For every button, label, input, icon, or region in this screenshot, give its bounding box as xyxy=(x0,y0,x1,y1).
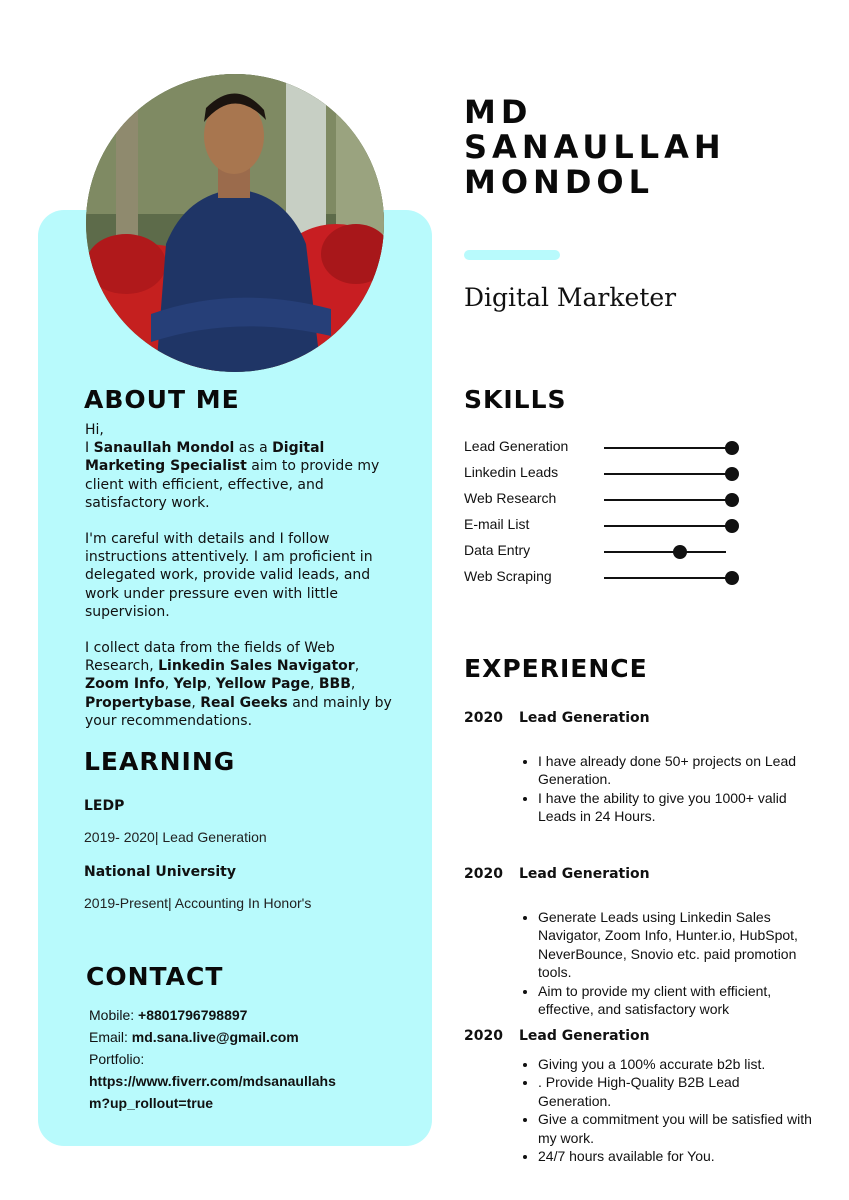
skill-level-dot xyxy=(725,519,739,533)
contact-title: CONTACT xyxy=(86,962,224,991)
skill-label: Web Research xyxy=(464,490,557,506)
skill-level-dot xyxy=(725,441,739,455)
profile-photo xyxy=(86,74,384,372)
portfolio-link[interactable]: https://www.fiverr.com/mdsanaullahs m?up_rollout=true xyxy=(89,1073,336,1111)
mobile-number[interactable]: +8801796798897 xyxy=(138,1007,248,1023)
experience-year: 2020 xyxy=(464,710,503,726)
experience-bullet: • 24/7 hours available for You. xyxy=(538,1147,814,1165)
learning-item-detail: 2019-Present| Accounting In Honor's xyxy=(84,895,312,911)
skills-title: SKILLS xyxy=(464,385,567,414)
skill-label: Lead Generation xyxy=(464,438,569,454)
about-title: ABOUT ME xyxy=(84,385,240,414)
experience-bullet: • I have the ability to give you 1000+ valid Leads in 24 Hours. xyxy=(538,789,814,826)
about-text xyxy=(85,421,400,748)
experience-year: 2020 xyxy=(464,1028,503,1044)
skill-label: E-mail List xyxy=(464,516,530,532)
experience-title: EXPERIENCE xyxy=(464,654,648,683)
skill-row xyxy=(464,462,764,488)
learning-item-name: National University xyxy=(84,864,236,880)
experience-role: Lead Generation xyxy=(519,710,650,726)
learning-item-detail: 2019- 2020| Lead Generation xyxy=(84,829,267,845)
experience-item xyxy=(464,710,814,826)
job-title: Digital Marketer xyxy=(464,283,677,312)
skill-level-dot xyxy=(673,545,687,559)
contact-mobile: Mobile: +8801796798897 xyxy=(89,1007,248,1023)
experience-header xyxy=(464,1028,814,1044)
experience-item xyxy=(464,1028,814,1165)
contact-portfolio-label: Portfolio: xyxy=(89,1051,145,1067)
skill-label: Data Entry xyxy=(464,542,531,558)
about-greeting: Hi, xyxy=(85,422,104,438)
email-link[interactable]: md.sana.live@gmail.com xyxy=(131,1029,299,1045)
skill-row xyxy=(464,514,764,540)
learning-item-name: LEDP xyxy=(84,798,125,814)
skill-row xyxy=(464,488,764,514)
contact-block xyxy=(89,1004,389,1114)
person-name: MD SANAULLAH MONDOL xyxy=(464,93,726,201)
skill-label: Web Scraping xyxy=(464,568,552,584)
skill-level-dot xyxy=(725,493,739,507)
skill-level-dot xyxy=(725,467,739,481)
skill-level-track xyxy=(604,551,726,553)
about-paragraph-2: I'm careful with details and I follow instructions attentively. I am proficient in delegated work, provide valid leads, and work under pressure even with little supervision. xyxy=(85,531,373,620)
contact-email: Email: md.sana.live@gmail.com xyxy=(89,1029,299,1045)
experience-header xyxy=(464,710,814,726)
experience-bullet: • Aim to provide my client with efficient, effective, and satisfactory work xyxy=(538,982,814,1019)
skills-list xyxy=(464,436,764,592)
accent-divider xyxy=(464,250,560,260)
skill-row xyxy=(464,540,764,566)
skill-row xyxy=(464,436,764,462)
skill-level-track xyxy=(604,525,726,527)
skill-level-track xyxy=(604,473,726,475)
skill-row xyxy=(464,566,764,592)
learning-title: LEARNING xyxy=(84,747,236,776)
experience-header xyxy=(464,866,814,882)
about-paragraph-3: I collect data from the fields of Web Research, Linkedin Sales Navigator, Zoom Info, Yelp, Yellow Page, BBB, Propertybase, Real Geeks and mainly by your recommendations. xyxy=(85,640,392,729)
skill-level-track xyxy=(604,577,726,579)
experience-role: Lead Generation xyxy=(519,1028,650,1044)
experience-year: 2020 xyxy=(464,866,503,882)
experience-bullet: • Giving you a 100% accurate b2b list. xyxy=(538,1055,814,1073)
skill-level-dot xyxy=(725,571,739,585)
experience-bullet: • Give a commitment you will be satisfied with my work. xyxy=(538,1110,814,1147)
experience-bullet: • . Provide High-Quality B2B Lead Generation. xyxy=(538,1073,814,1110)
skill-level-track xyxy=(604,499,726,501)
profile-photo-illustration xyxy=(86,74,384,372)
about-paragraph-1: I Sanaullah Mondol as a Digital Marketing Specialist aim to provide my client with efficient, effective, and satisfactory work. xyxy=(85,440,380,511)
skill-level-track xyxy=(604,447,726,449)
experience-role: Lead Generation xyxy=(519,866,650,882)
experience-bullet: • Generate Leads using Linkedin Sales Navigator, Zoom Info, Hunter.io, HubSpot, NeverBounce, Snovio etc. paid promotion tools. xyxy=(538,908,814,982)
experience-bullet: • I have already done 50+ projects on Lead Generation. xyxy=(538,752,814,789)
experience-item xyxy=(464,866,814,1018)
skill-label: Linkedin Leads xyxy=(464,464,559,480)
